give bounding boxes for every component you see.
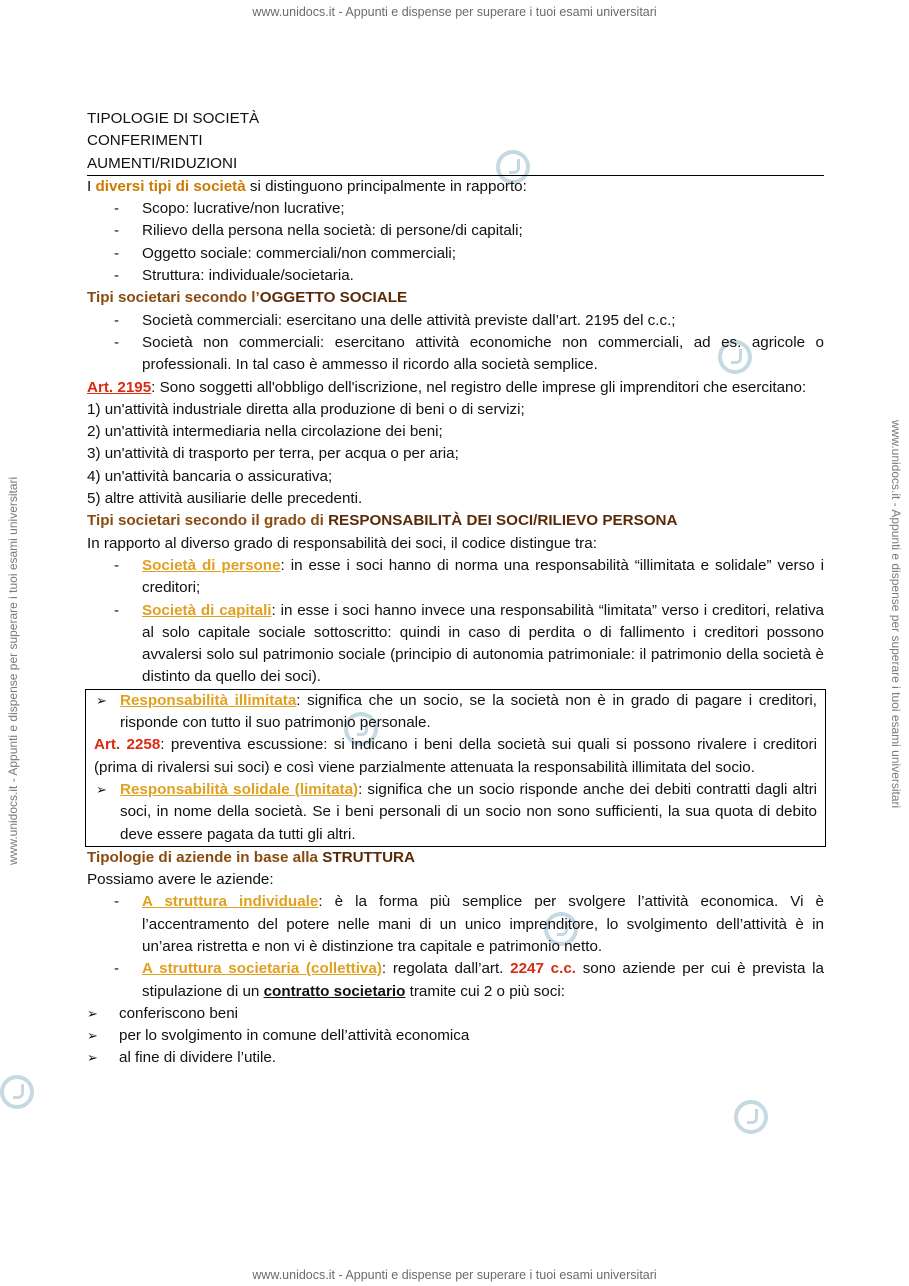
oggetto-list: [87, 310, 824, 377]
heading-pre: Tipi societari secondo il grado di: [87, 512, 329, 530]
intro-pre: I: [87, 177, 96, 195]
watermark-top: www.unidocs.it - Appunti e dispense per superare i tuoi esami universitari: [252, 5, 657, 19]
struttura-individuale-text: : è la forma più semplice per svolgere l’attività economica. Vi è l’accentramento del potere nelle mani di un unico imprenditore, lo svolgimento dell’attività è in un’area ristretta e non vi è distinzione tra capitale e patrimonio netto.: [142, 893, 824, 955]
responsabilita-list: [87, 555, 824, 689]
section-heading-responsabilita: [87, 510, 824, 532]
contratto-societario: contratto societario: [263, 982, 406, 1000]
header-line-1: TIPOLOGIE DI SOCIETÀ: [87, 110, 260, 127]
header-line-3: AUMENTI/RIDUZIONI: [87, 153, 824, 176]
societa-persone-label: Società di persone: [142, 556, 281, 574]
societaria-text-2: sono aziende per cui è prevista la stipulazione di un: [142, 960, 824, 1000]
struttura-individuale-label: A struttura individuale: [142, 893, 319, 911]
unidocs-logo-icon: [0, 1075, 34, 1109]
heading-pre: Tipi societari secondo l’: [87, 289, 260, 307]
arrow-item: ➢ conferiscono beni: [87, 1003, 824, 1025]
section-heading-struttura: [87, 847, 824, 869]
struttura-list: [87, 891, 824, 1002]
section-heading-oggetto: [87, 287, 824, 309]
art-2247-label: 2247 c.c.: [510, 960, 576, 978]
list-item: - Società non commerciali: esercitano attività economiche non commerciali, ad es. agricole o professionali. In tal caso è ammesso il ricordo alla società semplice.: [87, 332, 824, 377]
struttura-intro: Possiamo avere le aziende:: [87, 871, 274, 889]
heading-bold: RESPONSABILITÀ DEI SOCI/RILIEVO PERSONA: [328, 512, 678, 530]
list-item: [87, 600, 824, 689]
watermark-bottom: www.unidocs.it - Appunti e dispense per superare i tuoi esami universitari: [252, 1268, 657, 1282]
societa-persone-text: : in esse i soci hanno di norma una responsabilità “illimitata e solidale” verso i creditori;: [142, 556, 824, 597]
illimitata-text: : significa che un socio, se la società non è in grado di pagare i creditori, risponde con tutto il suo patrimonio personale.: [120, 691, 817, 732]
struttura-societaria-label: A struttura societaria (collettiva): [142, 960, 382, 978]
art-2195-line: 5) altre attività ausiliarie delle precedenti.: [87, 490, 363, 508]
heading-pre: Tipologie di aziende in base alla: [87, 848, 323, 866]
art-2195-paragraph: [87, 377, 824, 399]
list-item: - Oggetto sociale: commerciali/non commerciali;: [87, 243, 824, 265]
art-2258-text: : preventiva escussione: si indicano i beni della società sui quali si possono rivalere i creditori (prima di rivalersi sui soci) e così viene parzialmente attenuata la responsabilità illimitata del socio.: [94, 736, 817, 776]
art-2195-line: 4) un'attività bancaria o assicurativa;: [87, 467, 333, 485]
societa-capitali-label: Società di capitali: [142, 601, 272, 619]
list-item: - Struttura: individuale/societaria.: [87, 265, 824, 287]
document-header: [87, 108, 824, 176]
intro-highlight: diversi tipi di società: [95, 177, 246, 195]
art-2195-label: Art. 2195: [87, 378, 152, 396]
list-item: [87, 891, 824, 958]
illimitata-label: Responsabilità illimitata: [120, 691, 297, 709]
art-2195-line: 3) un'attività di trasporto per terra, per acqua o per aria;: [87, 445, 459, 463]
art-2195-line: 1) un'attività industriale diretta alla produzione di beni o di servizi;: [87, 400, 525, 418]
arrow-item: ➢ per lo svolgimento in comune dell’attività economica: [87, 1025, 824, 1047]
list-item: [87, 555, 824, 600]
intro-paragraph: [87, 176, 824, 198]
solidale-label: Responsabilità solidale (limitata): [120, 780, 359, 798]
header-line-2: CONFERIMENTI: [87, 132, 203, 150]
list-item: - Società commerciali: esercitano una delle attività previste dall’art. 2195 del c.c.;: [87, 310, 824, 332]
watermark-side-right: www.unidocs.it - Appunti e dispense per superare i tuoi esami universitari: [889, 420, 903, 809]
societaria-text-3: tramite cui 2 o più soci:: [405, 982, 565, 1000]
art-2258-label: Art. 2258: [94, 736, 161, 754]
document-body: [87, 108, 824, 1070]
box-solidale: [94, 779, 817, 846]
list-item: [87, 958, 824, 1003]
societaria-text-1: : regolata dall’art.: [381, 960, 511, 978]
intro-list: [87, 198, 824, 287]
art-2195-text: : Sono soggetti all'obbligo dell'iscrizione, nel registro delle imprese gli imprenditori che esercitano:: [151, 378, 807, 396]
heading-bold: OGGETTO SOCIALE: [259, 289, 408, 307]
arrow-item: ➢ al fine di dividere l’utile.: [87, 1047, 824, 1069]
societa-capitali-text: : in esse i soci hanno invece una responsabilità “limitata” verso i creditori, relativa al solo capitale sociale sottoscritto: quindi in caso di perdita o di fallimento i creditori possono avvalersi solo sul patrimonio sociale (principio di autonomia patrimoniale: il patrimonio della società è distinto da quello dei soci).: [142, 601, 824, 686]
list-item: - Rilievo della persona nella società: di persone/di capitali;: [87, 220, 824, 242]
box-art-2258: [94, 734, 817, 779]
solidale-text: : significa che un socio risponde anche dei debiti contratti dagli altri soci, in nome della società. Se i beni personali di un socio non sono sufficienti, la sua quota di debito deve essere pagata da tutti gli altri.: [120, 780, 818, 843]
intro-post: si distinguono principalmente in rapporto:: [245, 177, 527, 195]
art-2195-line: 2) un'attività intermediaria nella circolazione dei beni;: [87, 423, 443, 441]
box-illimitata: [94, 690, 817, 735]
list-item: - Scopo: lucrative/non lucrative;: [87, 198, 824, 220]
heading-bold: STRUTTURA: [322, 848, 415, 866]
responsabilita-intro: In rapporto al diverso grado di responsabilità dei soci, il codice distingue tra:: [87, 534, 597, 552]
soci-arrow-list: [87, 1003, 824, 1070]
unidocs-logo-icon: [734, 1100, 768, 1134]
watermark-side-left: www.unidocs.it - Appunti e dispense per superare i tuoi esami universitari: [6, 476, 20, 865]
responsabilita-box: [85, 689, 826, 847]
